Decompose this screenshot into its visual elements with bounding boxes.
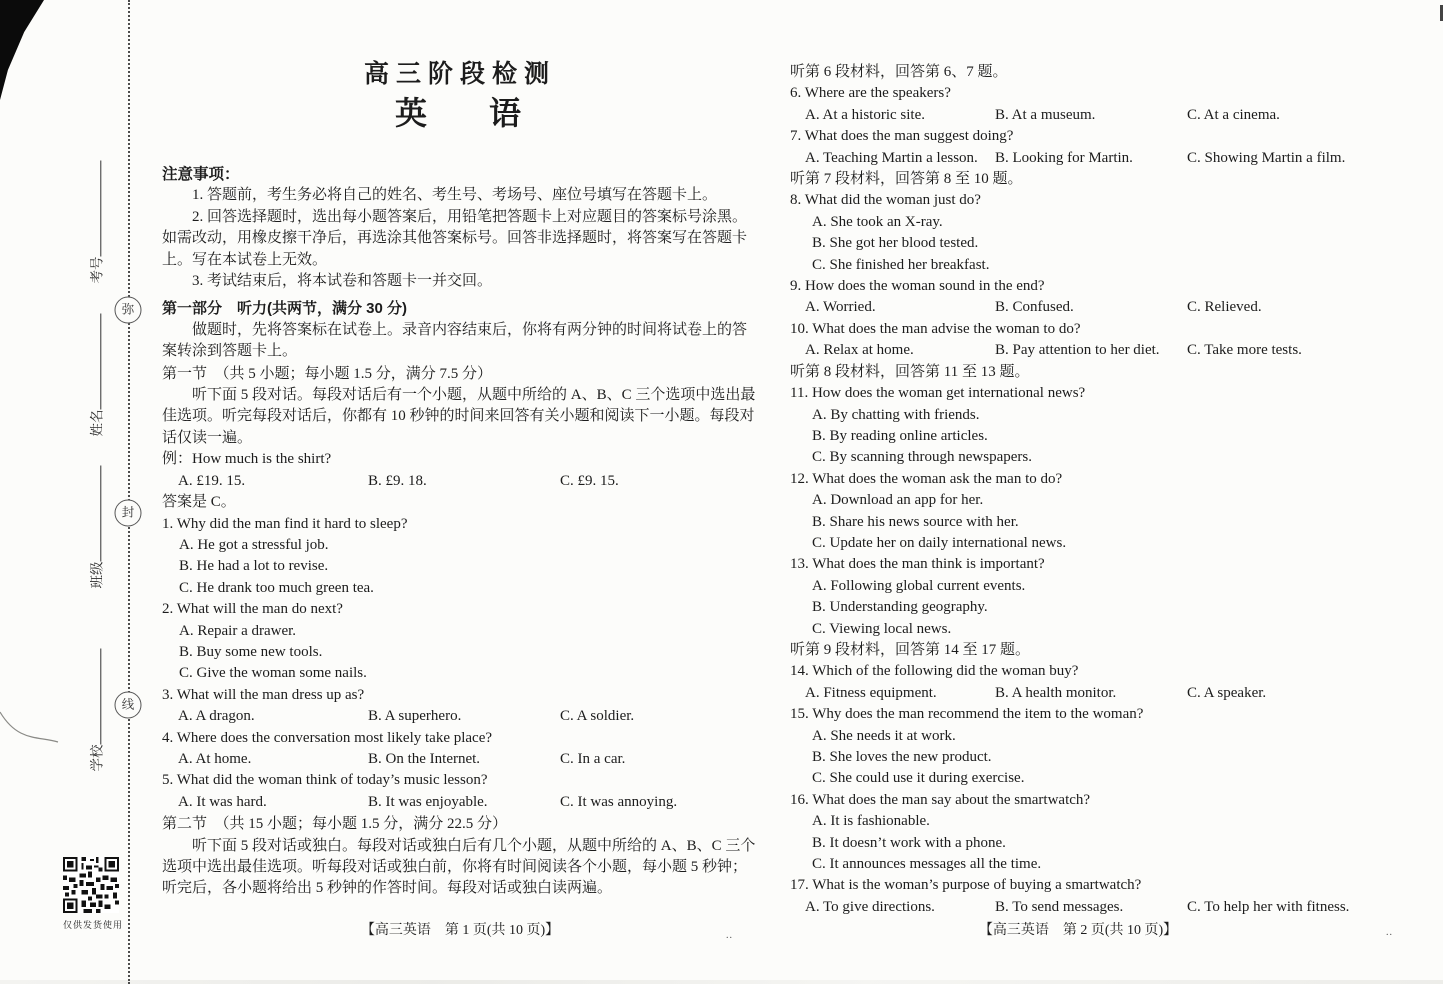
part1-intro: 做题时，先将答案标在试卷上。录音内容结束后，你将有两分钟的时间将试卷上的答案转涂到答题卡上。 — [162, 321, 748, 360]
question-prompt: 15. Why does the man recommend the item to the woman? — [790, 706, 1144, 723]
example-options — [162, 471, 758, 492]
question-10 — [790, 319, 1366, 362]
question-option: A. By chatting with friends. — [812, 406, 980, 423]
question-prompt: 12. What does the woman ask the man to do? — [790, 470, 1063, 487]
question-options-row — [162, 792, 758, 813]
question-option: C. At a cinema. — [1187, 106, 1280, 123]
question-options-row — [790, 897, 1366, 918]
example-prompt: 例：How much is the shirt? — [162, 451, 332, 468]
question-prompt: 5. What did the woman think of today’s music lesson? — [162, 772, 488, 789]
seal-field-label: 姓名 — [89, 409, 105, 437]
question-option: B. Pay attention to her diet. — [995, 342, 1160, 359]
question-6 — [790, 83, 1366, 126]
question-option: B. Looking for Martin. — [995, 149, 1133, 166]
question-2 — [162, 599, 758, 685]
question-option: B. £9. 18. — [368, 472, 427, 489]
page-2-footer: 【高三英语 第 2 页(共 10 页)】 — [978, 923, 1178, 938]
question-option: B. A superhero. — [368, 708, 462, 725]
question-prompt: 1. Why did the man find it hard to sleep? — [162, 515, 408, 532]
question-option: C. By scanning through newspapers. — [812, 449, 1032, 466]
seal-field-blank — [87, 314, 101, 410]
question-option: A. Download an app for her. — [812, 492, 984, 509]
question-prompt: 13. What does the man think is important? — [790, 556, 1045, 573]
question-option: B. Share his news source with her. — [812, 513, 1019, 530]
seal-field-label: 班级 — [89, 561, 105, 589]
question-option: A. A dragon. — [178, 708, 255, 725]
question-option: C. A speaker. — [1187, 684, 1267, 701]
question-13 — [790, 554, 1366, 640]
question-option: B. It was enjoyable. — [368, 793, 488, 810]
scan-corner-artifact — [0, 0, 44, 100]
question-option: B. On the Internet. — [368, 750, 481, 767]
question-option: C. £9. 15. — [560, 472, 619, 489]
seal-character: 弥 — [115, 297, 142, 324]
seal-field-class — [86, 466, 107, 589]
question-options-row — [790, 105, 1366, 126]
question-option: A. Fitness equipment. — [805, 684, 937, 701]
question-12 — [790, 469, 1366, 555]
subject-title: 英语 — [394, 95, 583, 131]
question-option: A. She needs it at work. — [812, 727, 956, 744]
question-option: A. Teaching Martin a lesson. — [805, 149, 978, 166]
question-option: B. A health monitor. — [995, 684, 1117, 701]
question-option: B. Confused. — [995, 299, 1074, 316]
exam-title: 高三阶段检测 — [363, 60, 556, 88]
audio-cue: 听第 7 段材料，回答第 8 至 10 题。 — [790, 171, 1023, 188]
seal-field-exam-number — [86, 161, 107, 284]
section1-intro: 听下面 5 段对话。每段对话后有一个小题，从题中所给的 A、B、C 三个选项中选出最佳选项。听完每段对话后，你都有 10 秒钟的时间来回答有关小题和阅读下一小题。每段对话仅读一遍。 — [162, 387, 756, 446]
question-option: C. A soldier. — [560, 708, 635, 725]
question-prompt: 6. Where are the speakers? — [790, 85, 951, 102]
seal-character: 封 — [115, 500, 142, 527]
seal-field-label: 学校 — [89, 744, 105, 772]
question-14 — [790, 661, 1366, 704]
question-prompt: 3. What will the man dress up as? — [162, 686, 365, 703]
notice-item: 3. 考试结束后，将本试卷和答题卡一并交回。 — [192, 273, 493, 290]
question-option: A. It was hard. — [178, 793, 267, 810]
question-option: C. He drank too much green tea. — [179, 579, 374, 596]
question-option: A. At a historic site. — [805, 106, 925, 123]
section2-heading: 第二节 （共 15 小题；每小题 1.5 分，满分 22.5 分） — [162, 816, 508, 833]
scan-bottom-edge-artifact — [0, 980, 1443, 984]
question-options-row — [790, 297, 1366, 318]
question-7 — [790, 126, 1366, 169]
question-option: C. Update her on daily international news. — [812, 534, 1067, 551]
question-prompt: 10. What does the man advise the woman to do? — [790, 320, 1081, 337]
question-option: C. Relieved. — [1187, 299, 1262, 316]
question-option: A. He got a stressful job. — [179, 536, 329, 553]
question-option: C. She could use it during exercise. — [812, 770, 1025, 787]
seal-field-blank — [87, 466, 101, 562]
question-5 — [162, 770, 758, 813]
question-prompt: 7. What does the man suggest doing? — [790, 128, 1014, 145]
question-option: B. At a museum. — [995, 106, 1096, 123]
question-prompt: 2. What will the man do next? — [162, 601, 343, 618]
question-option: B. Buy some new tools. — [179, 643, 323, 660]
audio-cue: 听第 9 段材料，回答第 14 至 17 题。 — [790, 641, 1031, 658]
qr-caption: 仅供发货使用 — [63, 920, 124, 930]
scan-dot-artifact: .. — [726, 930, 733, 941]
section2-intro: 听下面 5 段对话或独白。每段对话或独白后有几个小题，从题中所给的 A、B、C 三个选项中选出最佳选项。听每段对话或独白前，你将有时间阅读各个小题，每小题 5 秒钟；听完后，各小题将给出 5 秒钟的作答时间。每段对话或独白读两遍。 — [162, 837, 756, 897]
question-options-row — [790, 683, 1366, 704]
question-option: C. Viewing local news. — [812, 620, 952, 637]
qr-code — [63, 857, 119, 913]
question-option: C. Give the woman some nails. — [179, 665, 367, 682]
question-option: A. Relax at home. — [805, 342, 914, 359]
questions-6-17 — [790, 62, 1366, 918]
question-option: B. He had a lot to revise. — [179, 558, 329, 575]
notice-item: 1. 答题前，考生务必将自己的姓名、考生号、考场号、座位号填写在答题卡上。 — [192, 187, 718, 204]
question-option: C. In a car. — [560, 750, 626, 767]
question-8 — [790, 190, 1366, 276]
question-prompt: 17. What is the woman’s purpose of buying a smartwatch? — [790, 877, 1142, 894]
question-option: B. She loves the new product. — [812, 749, 992, 765]
question-option: C. It announces messages all the time. — [812, 856, 1042, 873]
question-prompt: 11. How does the woman get international news? — [790, 385, 1086, 402]
question-option: B. To send messages. — [995, 898, 1124, 915]
seal-field-school — [86, 649, 107, 772]
audio-cue: 听第 8 段材料，回答第 11 至 13 题。 — [790, 363, 1030, 380]
part1-heading: 第一部分 听力(共两节，满分 30 分) — [162, 300, 408, 318]
scan-dot-artifact: .. — [1386, 927, 1393, 938]
seal-field-blank — [87, 161, 101, 257]
question-option: A. It is fashionable. — [812, 813, 930, 830]
question-prompt: 4. Where does the conversation most likely take place? — [162, 729, 493, 746]
question-option: B. Understanding geography. — [812, 599, 988, 616]
question-prompt: 14. Which of the following did the woman buy? — [790, 663, 1079, 680]
question-option: C. Take more tests. — [1187, 342, 1302, 359]
question-option: C. Showing Martin a film. — [1187, 149, 1346, 166]
question-option: A. At home. — [178, 750, 252, 767]
page-1-column — [162, 58, 758, 900]
question-option: A. Following global current events. — [812, 577, 1026, 594]
question-prompt: 8. What did the woman just do? — [790, 192, 981, 209]
question-1 — [162, 514, 758, 600]
example-answer: 答案是 C。 — [162, 494, 236, 511]
question-prompt: 9. How does the woman sound in the end? — [790, 278, 1045, 295]
question-option: C. To help her with fitness. — [1187, 898, 1350, 915]
question-option: A. Worried. — [805, 299, 876, 316]
seal-field-blank — [87, 649, 101, 745]
page-1-footer: 【高三英语 第 1 页(共 10 页)】 — [360, 923, 560, 938]
page-2-column — [790, 62, 1366, 918]
qr-code-block — [63, 857, 124, 936]
question-17 — [790, 875, 1366, 918]
seal-field-student-name — [86, 314, 107, 437]
question-9 — [790, 276, 1366, 319]
seal-character: 线 — [115, 692, 142, 719]
question-prompt: 16. What does the man say about the smartwatch? — [790, 791, 1091, 808]
notice-item: 2. 回答选择题时，选出每小题答案后，用铅笔把答题卡上对应题目的答案标号涂黑。如需改动，用橡皮擦干净后，再选涂其他答案标号。回答非选择题时，将答案写在答题卡上。写在本试卷上无效。 — [162, 208, 748, 268]
seal-dotted-line — [128, 0, 130, 984]
question-options-row — [790, 340, 1366, 361]
question-4 — [162, 728, 758, 771]
question-options-row — [162, 706, 758, 727]
question-options-row — [162, 749, 758, 770]
question-option: A. She took an X-ray. — [812, 213, 943, 230]
question-option: B. By reading online articles. — [812, 427, 988, 444]
question-option: A. £19. 15. — [178, 472, 246, 489]
question-option: C. She finished her breakfast. — [812, 256, 990, 273]
question-option: C. It was annoying. — [560, 793, 678, 810]
notice-heading: 注意事项： — [162, 166, 240, 183]
question-options-row — [790, 148, 1366, 169]
notice-list — [162, 185, 758, 292]
audio-cue: 听第 6 段材料，回答第 6、7 题。 — [790, 64, 1008, 80]
question-11 — [790, 383, 1366, 469]
section1-heading: 第一节 （共 5 小题；每小题 1.5 分，满分 7.5 分） — [162, 365, 493, 382]
questions-1-5 — [162, 514, 758, 814]
question-16 — [790, 790, 1366, 876]
question-option: B. It doesn’t work with a phone. — [812, 834, 1006, 851]
seal-field-label: 考号 — [89, 256, 105, 284]
scan-line-artifact — [0, 700, 70, 760]
question-option: A. To give directions. — [805, 898, 935, 915]
question-option: A. Repair a drawer. — [179, 622, 297, 639]
question-3 — [162, 685, 758, 728]
question-15 — [790, 704, 1366, 790]
question-option: B. She got her blood tested. — [812, 235, 979, 252]
